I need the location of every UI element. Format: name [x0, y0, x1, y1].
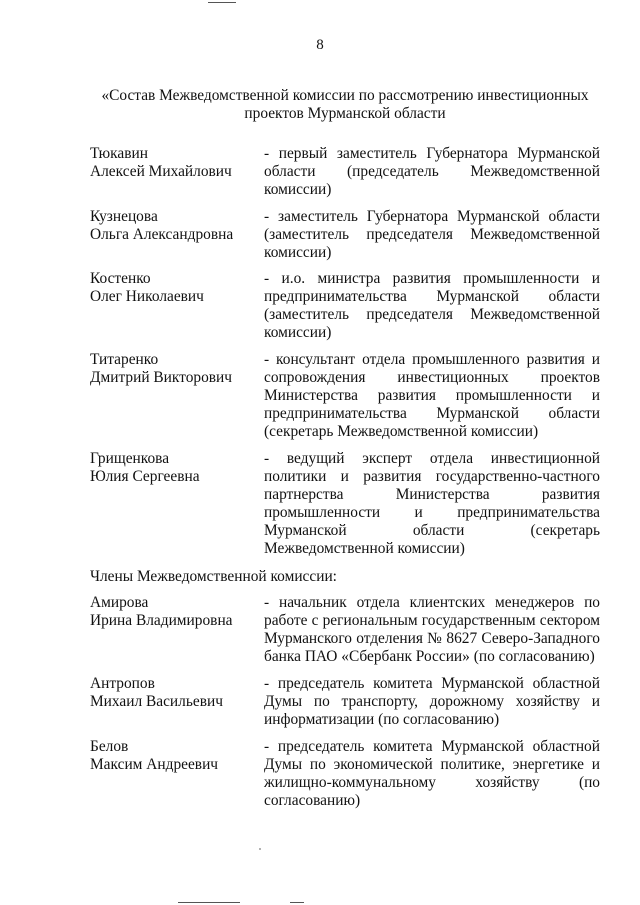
role-line: - ведущий эксперт отдела инвестиционной	[264, 450, 600, 467]
member-name	[90, 594, 260, 630]
member-given-name: Алексей Михайлович	[90, 163, 232, 180]
member-given-name: Дмитрий Викторович	[90, 369, 233, 386]
role-line: промышленности и предпринимательства	[264, 504, 600, 522]
member-role	[264, 450, 600, 559]
role-line: комиссии)	[264, 324, 332, 342]
member-role	[264, 351, 600, 441]
role-line: согласованию)	[264, 792, 361, 810]
role-line: Думы по экономической политике, энергетике и	[264, 756, 600, 774]
role-line: предпринимательства Мурманской области	[264, 405, 600, 423]
member-surname: Антропов	[90, 675, 155, 692]
member-name	[90, 351, 260, 387]
role-line: (заместитель председателя Межведомственной	[264, 306, 600, 324]
scan-line-bottom-left	[178, 902, 240, 903]
role-line: Мурманской области (секретарь	[264, 522, 600, 540]
role-line: жилищно-коммунальному хозяйству (по	[264, 774, 600, 792]
member-role	[264, 675, 600, 729]
member-role	[264, 594, 600, 666]
role-line: комиссии)	[264, 244, 332, 262]
member-given-name: Юлия Сергеевна	[90, 468, 200, 485]
role-line: банка ПАО «Сбербанк России» (по согласованию)	[264, 648, 595, 666]
title-line: «Состав Межведомственной комиссии по рассмотрению инвестиционных	[101, 87, 589, 104]
page-number: 8	[316, 37, 324, 53]
member-surname: Кузнецова	[90, 208, 158, 225]
role-line: (заместитель председателя Межведомственной	[264, 226, 600, 244]
member-surname: Титаренко	[90, 351, 159, 368]
member-given-name: Михаил Васильевич	[90, 693, 223, 710]
role-line: - председатель комитета Мурманской областной	[264, 675, 600, 692]
member-surname: Тюкавин	[90, 145, 148, 162]
role-line: комиссии)	[264, 181, 332, 199]
role-line: (секретарь Межведомственной комиссии)	[264, 423, 539, 441]
role-line: работе с региональным государственным сектором	[264, 612, 600, 630]
role-line: сопровождения инвестиционных проектов	[264, 369, 600, 387]
member-given-name: Олег Николаевич	[90, 288, 204, 305]
document-title	[90, 87, 600, 123]
role-line: области (председатель Межведомственной	[264, 163, 600, 181]
role-line: Думы по транспорту, дорожному хозяйству и	[264, 693, 600, 711]
member-name	[90, 675, 260, 711]
member-name	[90, 270, 260, 306]
member-given-name: Ирина Владимировна	[90, 612, 233, 629]
role-line: - заместитель Губернатора Мурманской области	[264, 208, 600, 225]
role-line: - первый заместитель Губернатора Мурманской	[264, 145, 600, 162]
title-line: проектов Мурманской области	[244, 105, 446, 122]
role-line: предпринимательства Мурманской области	[264, 288, 600, 306]
member-surname: Белов	[90, 738, 129, 755]
member-given-name: Максим Андреевич	[90, 756, 219, 773]
member-name	[90, 145, 260, 181]
member-surname: Костенко	[90, 270, 151, 287]
scan-speck	[259, 848, 261, 850]
role-line: партнерства Министерства развития	[264, 486, 600, 504]
role-line: информатизации (по согласованию)	[264, 711, 500, 729]
role-line: Межведомственной комиссии)	[264, 540, 465, 558]
role-line: Мурманского отделения № 8627 Северо-Западного	[264, 630, 600, 648]
scan-line-top	[208, 2, 236, 3]
role-line: - председатель комитета Мурманской областной	[264, 738, 600, 755]
member-role	[264, 738, 600, 810]
member-name	[90, 450, 260, 486]
member-surname: Амирова	[90, 594, 149, 611]
role-line: политики и развития государственно-частного	[264, 468, 600, 486]
role-line: Министерства развития промышленности и	[264, 387, 600, 405]
members-heading: Члены Межведомственной комиссии:	[90, 568, 337, 585]
role-line: - и.о. министра развития промышленности и	[264, 270, 600, 287]
role-line: - консультант отдела промышленного развития и	[264, 351, 600, 368]
member-name	[90, 738, 260, 774]
scan-line-bottom-right	[290, 902, 304, 903]
role-line: - начальник отдела клиентских менеджеров по	[264, 594, 600, 611]
member-surname: Грищенкова	[90, 450, 170, 467]
member-given-name: Ольга Александровна	[90, 226, 234, 243]
member-role	[264, 145, 600, 199]
member-name	[90, 208, 260, 244]
member-role	[264, 270, 600, 342]
member-role	[264, 208, 600, 262]
